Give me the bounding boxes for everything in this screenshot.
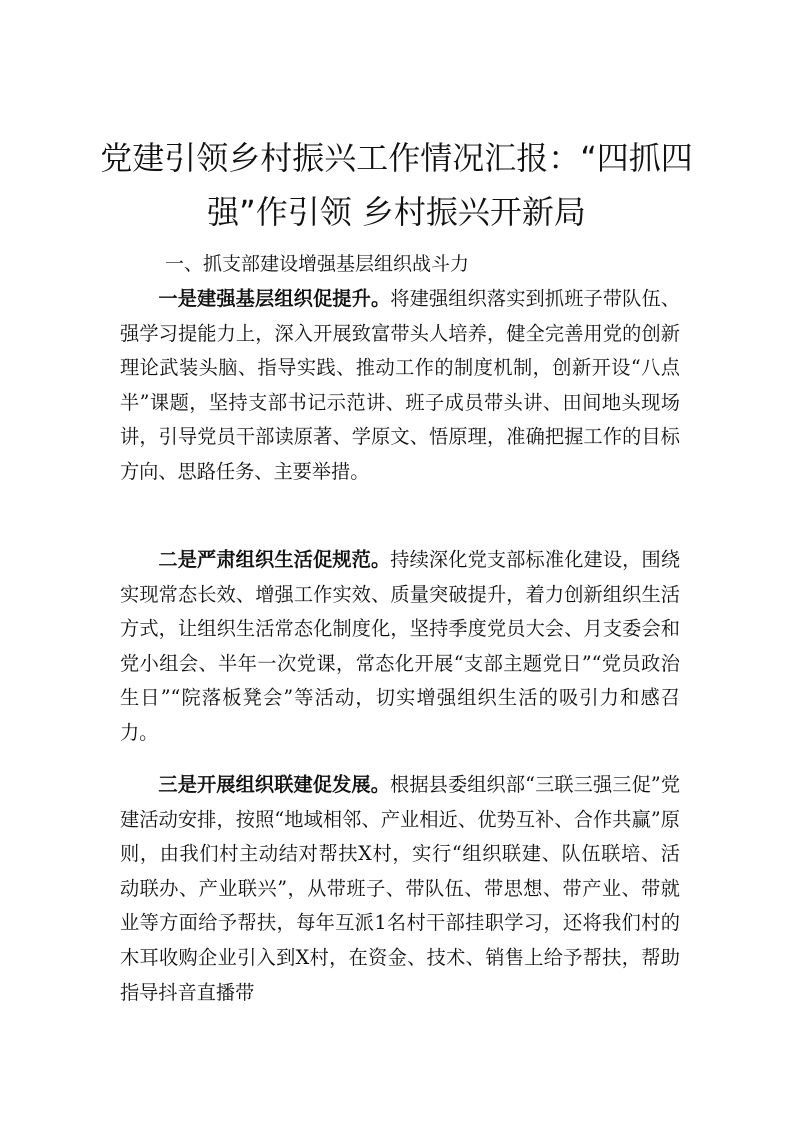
paragraph-2-lead: 二是严肃组织生活促规范。 [158,548,391,571]
paragraph-1-lead: 一是建强基层组织促提升。 [158,287,391,310]
document-title-line-1: 党建引领乡村振兴工作情况汇报：“四抓四 [100,139,693,177]
document-title-line-2: 强”作引领 乡村振兴开新局 [207,193,586,231]
section-heading-1: 一、抓支部建设增强基层组织战斗力 [165,253,470,275]
paragraph-3-lead: 三是开展组织联建促发展。 [158,773,391,796]
paragraph-3 [120,768,680,1010]
paragraph-2 [120,543,680,751]
paragraph-3-text: 根据县委组织部“三联三强三促”党建活动安排，按照“地域相邻、产业相近、优势互补、合作共赢”原则，由我们村主动结对帮扶X村，实行“组织联建、队伍联培、活动联办、产业联兴”，从带班子、带队伍、带思想、带产业、带就业等方面给予帮扶，每年互派1名村干部挂职学习，还将我们村的木耳收购企业引入到X村，在资金、技术、销售上给予帮扶，帮助指导抖音直播带 [120,773,681,1004]
paragraph-2-text: 持续深化党支部标准化建设，围绕实现常态长效、增强工作实效、质量突破提升，着力创新组织生活方式，让组织生活常态化制度化，坚持季度党员大会、月支委会和党小组会、半年一次党课，常态化开展“支部主题党日”“党员政治生日”“院落板凳会”等活动，切实增强组织生活的吸引力和感召力。 [120,548,681,744]
paragraph-1-text: 将建强组织落实到抓班子带队伍、强学习提能力上，深入开展致富带头人培养，健全完善用党的创新理论武装头脑、指导实践、推动工作的制度机制，创新开设“八点半”课题，坚持支部书记示范讲、班子成员带头讲、田间地头现场讲，引导党员干部读原著、学原文、悟原理，准确把握工作的目标方向、思路任务、主要举措。 [120,287,681,483]
paragraph-1 [120,282,680,490]
